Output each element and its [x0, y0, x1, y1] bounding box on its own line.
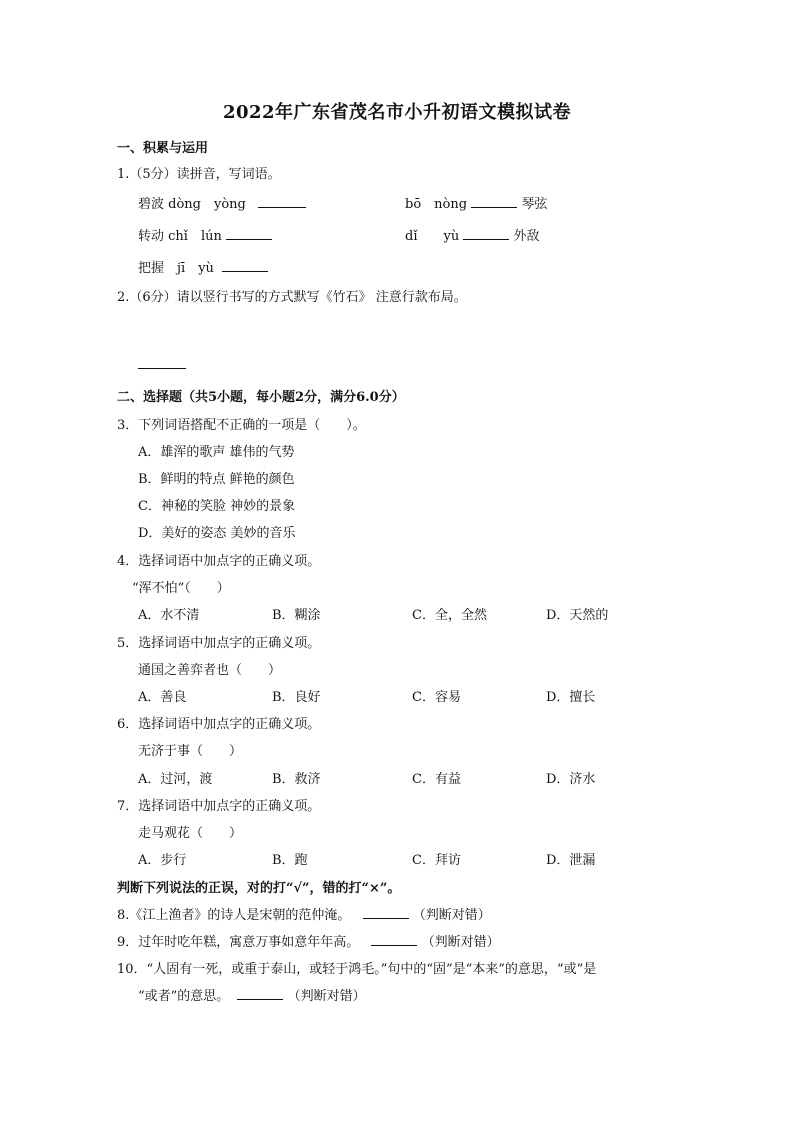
q4-option-c[interactable]: C．全，全然: [412, 608, 487, 623]
question-10-line2: [138, 985, 366, 1004]
q5-option-b[interactable]: B．良好: [272, 690, 321, 705]
q8-suffix: （判断对错）: [412, 908, 491, 923]
q7-option-b[interactable]: B．跑: [272, 853, 308, 868]
answer-blank[interactable]: [371, 933, 417, 946]
q6-option-c[interactable]: C．有益: [412, 772, 461, 787]
q7-word: 走马观花（ ）: [138, 826, 243, 841]
q7-option-d[interactable]: D．泄漏: [546, 853, 596, 868]
q1-item-4: [405, 225, 540, 244]
q7-option-c[interactable]: C．拜访: [412, 853, 461, 868]
page-title: 2022年广东省茂名市小升初语文模拟试卷: [222, 102, 572, 123]
answer-blank[interactable]: [471, 195, 517, 208]
q3-option-c[interactable]: C．神秘的笑脸 神妙的景象: [138, 499, 296, 514]
q5-word: 通国之善弈者也（ ）: [138, 663, 282, 678]
q1-item-5: [138, 257, 268, 276]
answer-blank[interactable]: [258, 195, 306, 208]
q5-option-c[interactable]: C．容易: [412, 690, 461, 705]
answer-blank[interactable]: [226, 227, 272, 240]
q1-item-3: [138, 225, 272, 244]
q1-item-2: [405, 193, 547, 212]
q2-answer-blank[interactable]: [138, 368, 186, 369]
q1-item-2-suffix: 琴弦: [521, 197, 548, 212]
question-7-stem: 7．选择词语中加点字的正确义项。: [117, 799, 321, 814]
question-4-stem: 4．选择词语中加点字的正确义项。: [117, 554, 321, 569]
q6-option-a[interactable]: A．过河，渡: [138, 772, 213, 787]
q1-item-3-pinyin: 转动 chǐ lún: [138, 229, 222, 244]
section-heading-3: 判断下列说法的正误，对的打“√”，错的打“×”。: [117, 881, 401, 896]
question-1-stem: 1.（5分）读拼音，写词语。: [117, 167, 281, 182]
question-10-line1: 10．“人固有一死，或重于泰山，或轻于鸿毛。”句中的“固”是“本来”的意思，“或”是: [117, 962, 597, 977]
q10-text: “或者”的意思。: [138, 989, 230, 1004]
q3-option-d[interactable]: D．美好的姿态 美妙的音乐: [138, 526, 296, 541]
q3-option-b[interactable]: B．鲜明的特点 鲜艳的颜色: [138, 472, 295, 487]
q4-option-a[interactable]: A．水不清: [138, 608, 200, 623]
question-5-stem: 5．选择词语中加点字的正确义项。: [117, 636, 321, 651]
q10-suffix: （判断对错）: [287, 989, 366, 1004]
section-heading-1: 一、积累与运用: [117, 141, 209, 156]
q5-option-d[interactable]: D．擅长: [546, 690, 596, 705]
answer-blank[interactable]: [237, 987, 283, 1000]
q6-option-b[interactable]: B．救济: [272, 772, 321, 787]
q3-option-a[interactable]: A．雄浑的歌声 雄伟的气势: [138, 445, 295, 460]
q4-word: “浑不怕”（ ）: [132, 581, 230, 596]
question-9: [117, 931, 500, 950]
question-8: [117, 904, 491, 923]
question-2-stem: 2.（6分）请以竖行书写的方式默写《竹石》 注意行款布局。: [117, 290, 467, 305]
answer-blank[interactable]: [363, 906, 409, 919]
q1-item-5-pinyin: 把握 jī yù: [138, 261, 214, 276]
q4-option-d[interactable]: D．天然的: [546, 608, 609, 623]
answer-blank[interactable]: [463, 227, 509, 240]
q1-item-2-pinyin: bō nòng: [405, 197, 468, 212]
q8-text: 8.《江上渔者》的诗人是宋朝的范仲淹。: [117, 908, 351, 923]
question-3-stem: 3．下列词语搭配不正确的一项是（ ）。: [117, 418, 366, 433]
q9-suffix: （判断对错）: [421, 935, 500, 950]
q9-text: 9．过年时吃年糕，寓意万事如意年年高。: [117, 935, 360, 950]
q4-option-b[interactable]: B．糊涂: [272, 608, 321, 623]
section-heading-2: 二、选择题（共5小题，每小题2分，满分6.0分）: [117, 390, 405, 405]
q1-item-4-pinyin: dǐ yù: [405, 229, 460, 244]
q6-word: 无济于事（ ）: [138, 744, 243, 759]
q1-item-4-suffix: 外敌: [513, 229, 540, 244]
question-6-stem: 6．选择词语中加点字的正确义项。: [117, 717, 321, 732]
q5-option-a[interactable]: A．善良: [138, 690, 187, 705]
q6-option-d[interactable]: D．济水: [546, 772, 596, 787]
q7-option-a[interactable]: A．步行: [138, 853, 187, 868]
q1-item-1-pinyin: 碧波 dòng yòng: [138, 197, 246, 212]
answer-blank[interactable]: [222, 259, 268, 272]
q1-item-1: [138, 193, 306, 212]
